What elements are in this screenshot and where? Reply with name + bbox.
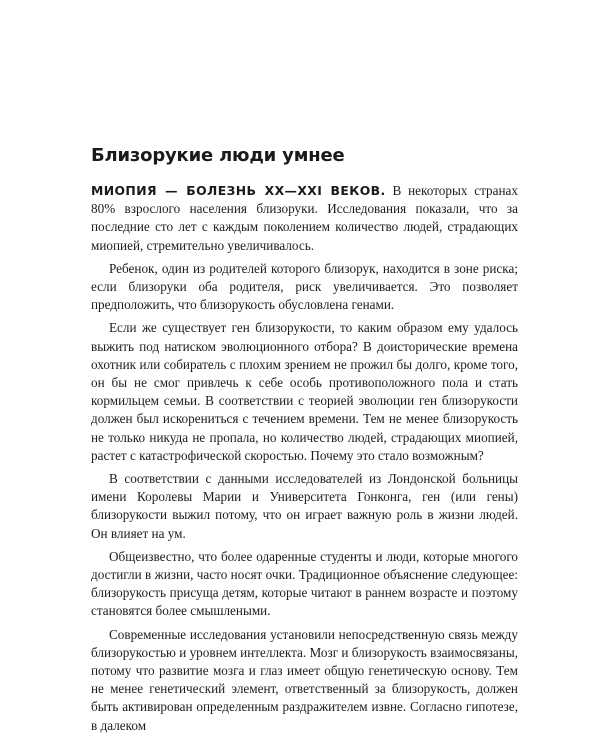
body-text: [91, 182, 518, 740]
paragraph-2: Ребенок, один из родителей которого близорук, находится в зоне риска; если близоруки оба родителя, риск увеличивается. Это позволяет предположить, что близорукость обусловлена генами.: [91, 260, 518, 313]
paragraph-1: [91, 182, 518, 255]
paragraph-1-text: В некоторых странах 80% взрослого населения близоруки. Исследования показали, что за последние сто лет с каждым поколением количество людей, страдающих миопией, стремительно увеличивалось.: [91, 183, 518, 253]
lead-in-caps: МИОПИЯ — БОЛЕЗНЬ XX—XXI ВЕКОВ.: [91, 183, 386, 198]
section-heading: Близорукие люди умнее: [91, 145, 345, 166]
paragraph-4: В соответствии с данными исследователей из Лондонской больницы имени Королевы Марии и Университета Гонконга, ген (или гены) близорукости выжил потому, что он играет важную роль в жизни людей. Он влияет на ум.: [91, 471, 518, 541]
paragraph-6: Современные исследования установили непосредственную связь между близорукостью и уровнем интеллекта. Мозг и близорукость взаимосвязаны, потому что развитие мозга и глаз имеет общую генетическую основу. Тем не менее генетический элемент, ответственный за близорукость, должен быть активирован определенным раздражителем извне. Согласно гипотезе, в далеком: [91, 626, 518, 733]
paragraph-5: Общеизвестно, что более одаренные студенты и люди, которые многого достигли в жизни, часто носят очки. Традиционное объяснение следующее: близорукость присуща детям, которые читают в раннем возрасте и поэтому становятся более смышлеными.: [91, 548, 518, 619]
paragraph-3: Если же существует ген близорукости, то каким образом ему удалось выжить под натиском эволюционного отбора? В доисторические времена охотник или собиратель с плохим зрением не прожил бы долго, кроме того, он бы не смог привлечь к себе особь противоположного пола и стать кормильцем семьи. В соответствии с теорией эволюции ген близорукости должен был искорениться с течением времени. Тем не менее близорукость не только никуда не пропала, но количество людей, страдающих миопией, растет с катастрофической скоростью. Почему это стало возможным?: [91, 320, 518, 463]
